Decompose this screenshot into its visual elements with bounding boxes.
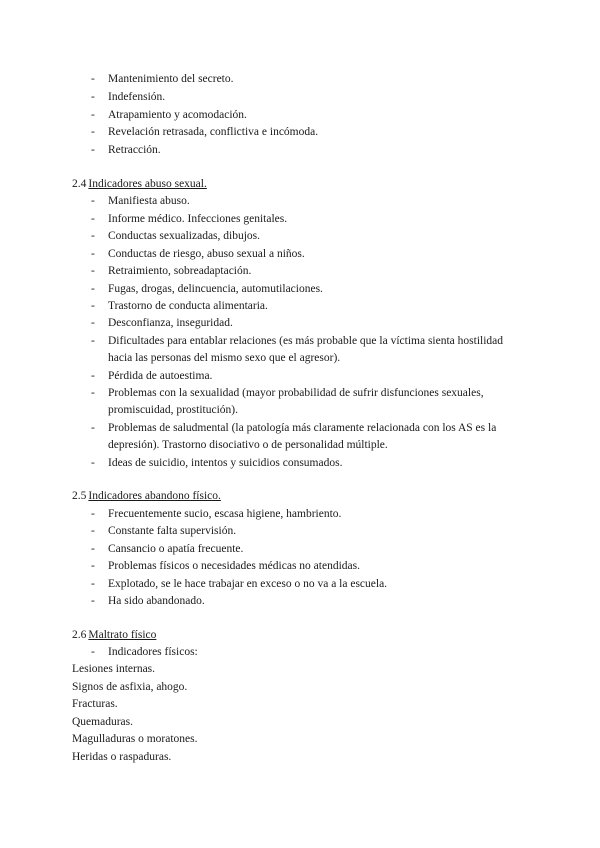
plain-line: Quemaduras. (72, 716, 133, 728)
section-heading: 2.6 Maltrato físico (72, 629, 157, 641)
plain-line: Signos de asfixia, ahogo. (72, 681, 188, 693)
section-heading: 2.4 Indicadores abuso sexual. (72, 178, 207, 190)
plain-line: Heridas o raspaduras. (72, 751, 172, 763)
section-heading: 2.5 Indicadores abandono físico. (72, 490, 221, 502)
list-item: - Problemas de saludmental (la patología más claramente relacionada con los AS es la depresión). Trastorno disociativo o de personalidad múltiple. (91, 422, 497, 451)
document-page: - Mantenimiento del secreto. - Indefensión. - Atrapamiento y acomodación. - Revelación retrasada, conflictiva e incómoda. - Retracción. 2.4 Indicadores abuso sexual. - Manifiesta abuso. - Informe médico. Infecciones genitales. - Conductas sexualizadas, dibujos. - Conductas de riesgo, abuso sexual a niños. - Retraimiento, sobreadaptación. - Fugas, drogas, delincuencia, automutilaciones. - Trastorno de conducta alimentaria. - Desconfianza, inseguridad. - Dificultades para entablar relaciones (es más probable que la víctima sienta hostilidad hacia las personas del mismo sexo que el agresor). - Pérdida de autoestima. - Problemas con la sexualidad (mayor probabilidad de sufrir disfunciones sexuales, promiscuidad, prostitución). - Problemas de saludmental (la patología más claramente relacionada con los AS es la depresión). Trastorno disociativo o de personalidad múltiple. - Ideas de suicidio, intentos y suicidios consumados. 2.5 Indicadores abandono físico. - Frecuentemente sucio, escasa higiene, hambriento. - Constante falta supervisión. - Cansancio o apatía frecuente. - Problemas físicos o necesidades médicas no atendidas. - Explotado, se le hace trabajar en exceso o no va a la escuela. - Ha sido abandonado. 2.6 Maltrato físico - Indicadores físicos: Lesiones internas. Signos de asfixia, ahogo. Fracturas. Quemaduras. Magulladuras o moratones. Heridas o raspaduras. (0, 0, 600, 848)
list-item: - Problemas con la sexualidad (mayor probabilidad de sufrir disfunciones sexuales, promiscuidad, prostitución). (91, 387, 484, 416)
plain-line: Lesiones internas. (72, 663, 156, 675)
plain-line: Fracturas. (72, 698, 118, 710)
plain-line: Magulladuras o moratones. (72, 733, 198, 745)
list-item: - Dificultades para entablar relaciones (es más probable que la víctima sienta hostilidad hacia las personas del mismo sexo que el agresor). (91, 335, 504, 364)
